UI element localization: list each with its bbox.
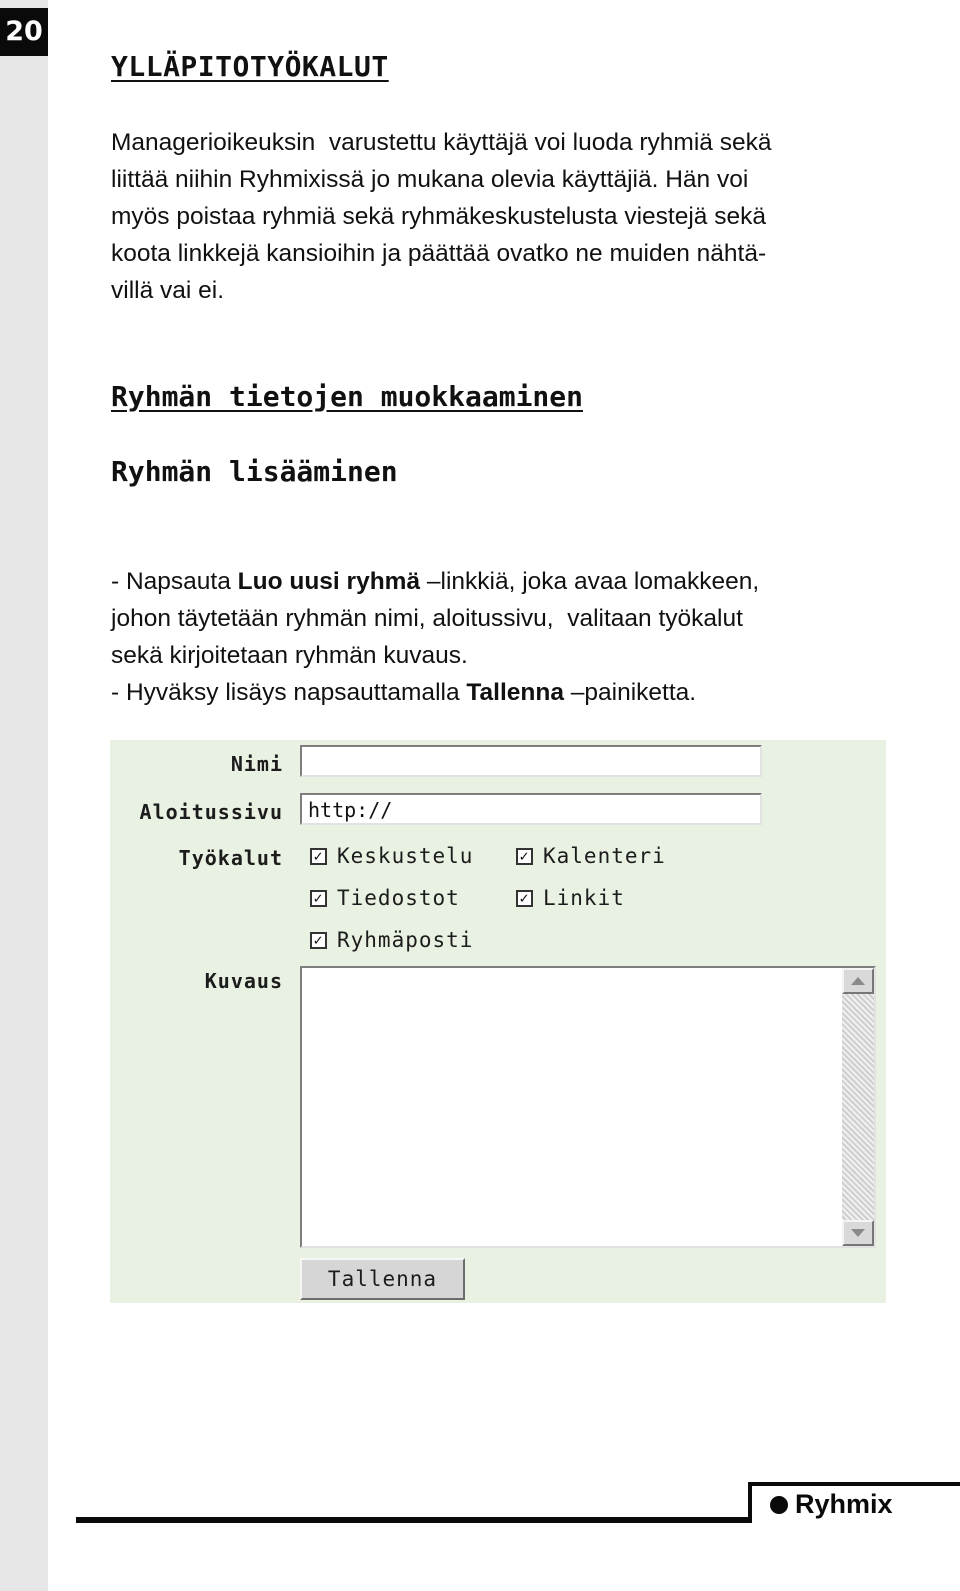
tool-checkbox-ryhmaposti[interactable]: [310, 928, 473, 952]
bullet-icon: [770, 1496, 788, 1514]
tool-checkbox-keskustelu[interactable]: [310, 844, 473, 868]
section-heading: Ryhmän tietojen muokkaaminen: [111, 380, 584, 413]
intro-line: liittää niihin Ryhmixissä jo mukana olevia käyttäjiä. Hän voi: [111, 166, 749, 193]
page-number: 20: [0, 8, 48, 56]
tools-label: Työkalut: [178, 846, 283, 870]
tool-checkbox-tiedostot[interactable]: [310, 886, 460, 910]
instruction-line: [111, 563, 941, 600]
tool-checkbox-linkit[interactable]: [516, 886, 625, 910]
intro-line: koota linkkejä kansioihin ja päättää ovatko ne muiden nähtä-: [111, 240, 767, 267]
instruction-line: [111, 674, 941, 711]
textarea-scrollbar[interactable]: [842, 968, 874, 1246]
tool-label: Keskustelu: [337, 844, 474, 868]
footer-rule: [76, 1517, 748, 1523]
arrow-down-icon: [851, 1229, 865, 1237]
tool-label: Kalenteri: [543, 844, 666, 868]
name-input[interactable]: [300, 745, 762, 777]
save-button[interactable]: Tallenna: [300, 1258, 465, 1300]
description-label: Kuvaus: [204, 969, 283, 993]
footer-brand: Ryhmix: [795, 1489, 893, 1519]
scroll-down-button[interactable]: [842, 1220, 874, 1246]
intro-line: villä vai ei.: [111, 277, 225, 304]
tool-checkbox-kalenteri[interactable]: [516, 844, 666, 868]
tool-label: Tiedostot: [337, 886, 460, 910]
description-textarea[interactable]: [300, 966, 876, 1248]
checkbox-checked-icon[interactable]: ✓: [310, 848, 327, 865]
instruction-text: - Hyväksy lisäys napsauttamalla: [111, 679, 467, 706]
start-page-label: Aloitussivu: [139, 800, 283, 824]
checkbox-checked-icon[interactable]: ✓: [516, 848, 533, 865]
instruction-text: –painiketta.: [563, 679, 697, 706]
instructions-paragraph: [111, 526, 941, 748]
instruction-line: sekä kirjoitetaan ryhmän kuvaus.: [111, 642, 468, 669]
checkbox-checked-icon[interactable]: ✓: [310, 890, 327, 907]
create-group-link-text: Luo uusi ryhmä: [237, 568, 421, 595]
tool-label: Ryhmäposti: [337, 928, 474, 952]
name-label: Nimi: [230, 752, 283, 776]
page-sidebar: [0, 0, 48, 1591]
intro-line: myös poistaa ryhmiä sekä ryhmäkeskustelusta viestejä sekä: [111, 203, 766, 230]
page-heading: YLLÄPITOTYÖKALUT: [111, 50, 389, 83]
scroll-up-button[interactable]: [842, 968, 874, 994]
start-page-input[interactable]: http://: [300, 793, 762, 825]
instruction-text: - Napsauta: [111, 568, 238, 595]
arrow-up-icon: [851, 977, 865, 985]
add-group-form-screenshot: [110, 740, 886, 1303]
checkbox-checked-icon[interactable]: ✓: [516, 890, 533, 907]
subsection-heading: Ryhmän lisääminen: [111, 455, 398, 488]
tool-label: Linkit: [543, 886, 625, 910]
instruction-text: –linkkiä, joka avaa lomakkeen,: [420, 568, 760, 595]
save-button-reference: Tallenna: [466, 679, 564, 706]
intro-line: Managerioikeuksin varustettu käyttäjä voi luoda ryhmiä sekä: [111, 129, 772, 156]
intro-paragraph: [111, 124, 941, 309]
instruction-line: johon täytetään ryhmän nimi, aloitussivu, valitaan työkalut: [111, 605, 743, 632]
checkbox-checked-icon[interactable]: ✓: [310, 932, 327, 949]
